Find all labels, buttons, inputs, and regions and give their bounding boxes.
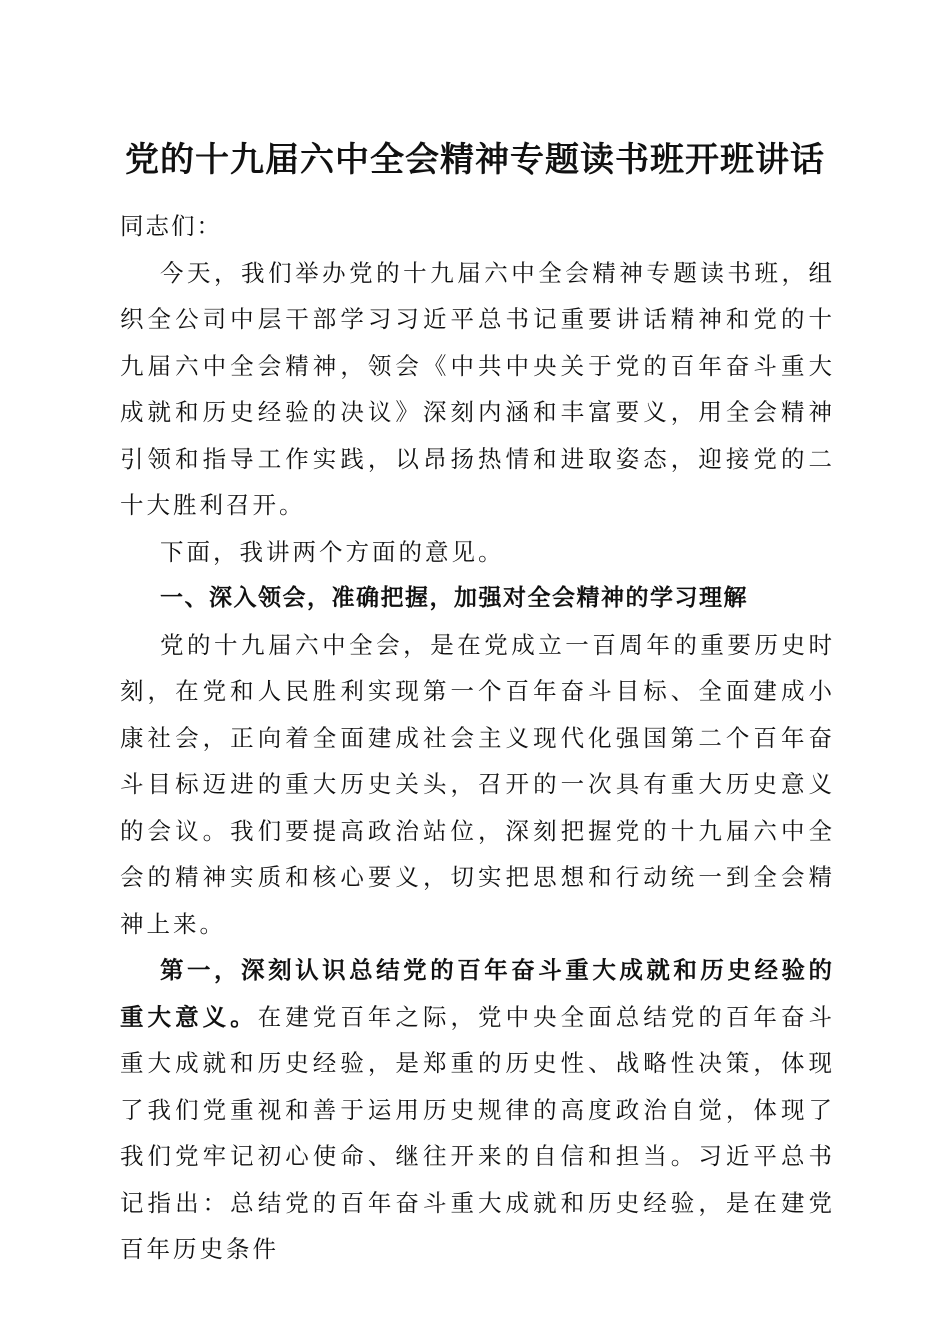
document-title: 党的十九届六中全会精神专题读书班开班讲话 <box>125 140 825 180</box>
point-one-lead: 第一，深刻认识总结党的百年奋斗重大成就和历史经验的重大意义。 <box>120 956 835 1031</box>
section-heading-1: 一、深入领会，准确把握，加强对全会精神的学习理解 <box>160 585 748 611</box>
salutation: 同志们： <box>120 212 222 240</box>
paragraph-intro: 今天，我们举办党的十九届六中全会精神专题读书班，组织全公司中层干部学习习近平总书记重要讲话精神和党的十九届六中全会精神，领会《中共中央关于党的百年奋斗重大成就和历史经验的决议》深刻内涵和丰富要义，用全会精神引领和指导工作实践，以昂扬热情和进取姿态，迎接党的二十大胜利召开。 <box>120 258 835 519</box>
paragraph-outline: 下面，我讲两个方面的意见。 <box>160 537 505 566</box>
document-body <box>120 203 835 1273</box>
paragraph-point-one <box>120 947 835 1273</box>
point-one-text: 在建党百年之际，党中央全面总结党的百年奋斗重大成就和历史经验，是郑重的历史性、战略性决策，体现了我们党重视和善于运用历史规律的高度政治自觉，体现了我们党牢记初心使命、继往开来的自信和担当。习近平总书记指出：总结党的百年奋斗重大成就和历史经验，是在建党百年历史条件 <box>120 1002 836 1263</box>
paragraph-plenum-significance: 党的十九届六中全会，是在党成立一百周年的重要历史时刻，在党和人民胜利实现第一个百年奋斗目标、全面建成小康社会，正向着全面建成社会主义现代化强国第二个百年奋斗目标迈进的重大历史关头，召开的一次具有重大历史意义的会议。我们要提高政治站位，深刻把握党的十九届六中全会的精神实质和核心要义，切实把思想和行动统一到全会精神上来。 <box>120 630 835 938</box>
